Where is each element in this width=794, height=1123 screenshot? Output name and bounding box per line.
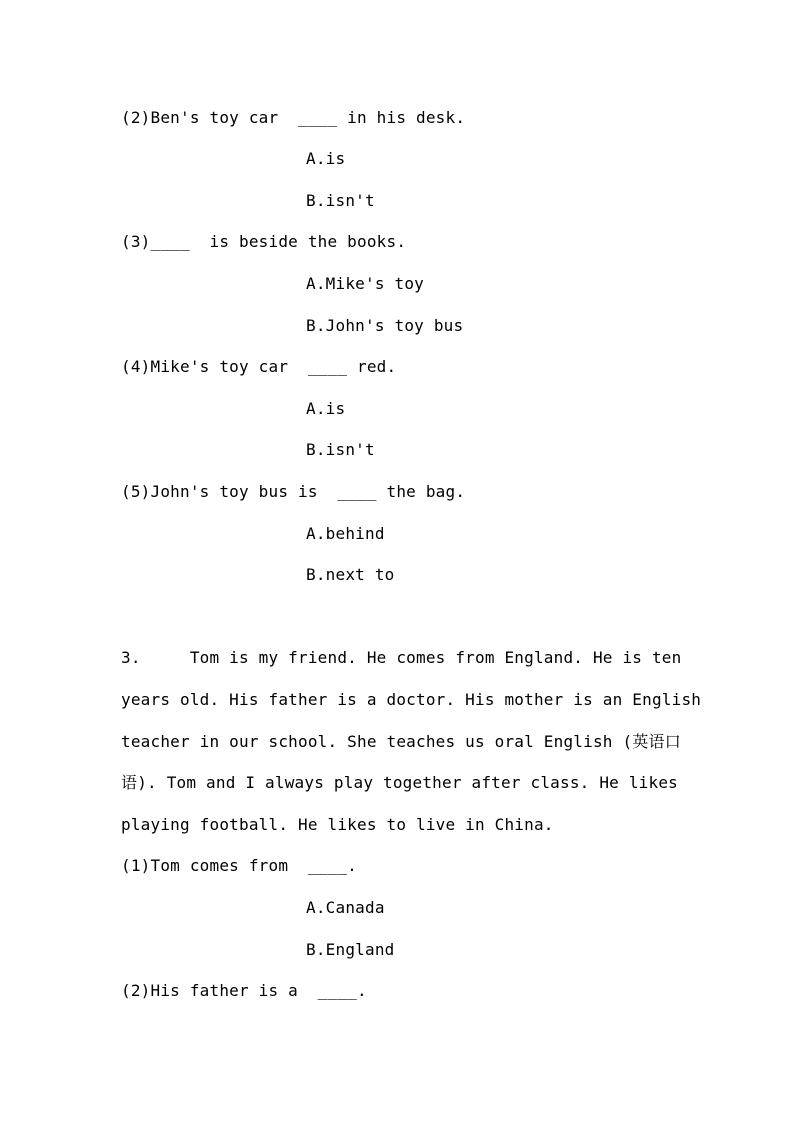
question-2-3-option-b[interactable]: B.John's toy bus — [306, 316, 464, 335]
question-2-4-option-a[interactable]: A.is — [306, 399, 346, 418]
question-2-2-option-a[interactable]: A.is — [306, 149, 346, 168]
question-2-4-option-b[interactable]: B.isn't — [306, 440, 375, 459]
passage-line-4: 语). Tom and I always play together after class. He likes — [121, 773, 679, 792]
question-2-2-option-b[interactable]: B.isn't — [306, 191, 375, 210]
passage-line-2: years old. His father is a doctor. His mother is an English — [121, 690, 702, 709]
question-2-5-option-b[interactable]: B.next to — [306, 565, 395, 584]
question-3-1: (1)Tom comes from ____. — [121, 856, 357, 875]
question-2-2: (2)Ben's toy car ____ in his desk. — [121, 108, 466, 127]
passage-line-3: teacher in our school. She teaches us oral English (英语口 — [121, 732, 681, 751]
passage-line-1: 3. Tom is my friend. He comes from England. He is ten — [121, 648, 682, 667]
question-2-4: (4)Mike's toy car ____ red. — [121, 357, 397, 376]
question-2-3: (3)____ is beside the books. — [121, 232, 407, 251]
question-2-3-option-a[interactable]: A.Mike's toy — [306, 274, 424, 293]
question-3-1-option-b[interactable]: B.England — [306, 940, 395, 959]
passage-line-5: playing football. He likes to live in China. — [121, 815, 554, 834]
question-2-5-option-a[interactable]: A.behind — [306, 524, 385, 543]
question-3-2: (2)His father is a ____. — [121, 981, 367, 1000]
question-2-5: (5)John's toy bus is ____ the bag. — [121, 482, 466, 501]
question-3-1-option-a[interactable]: A.Canada — [306, 898, 385, 917]
